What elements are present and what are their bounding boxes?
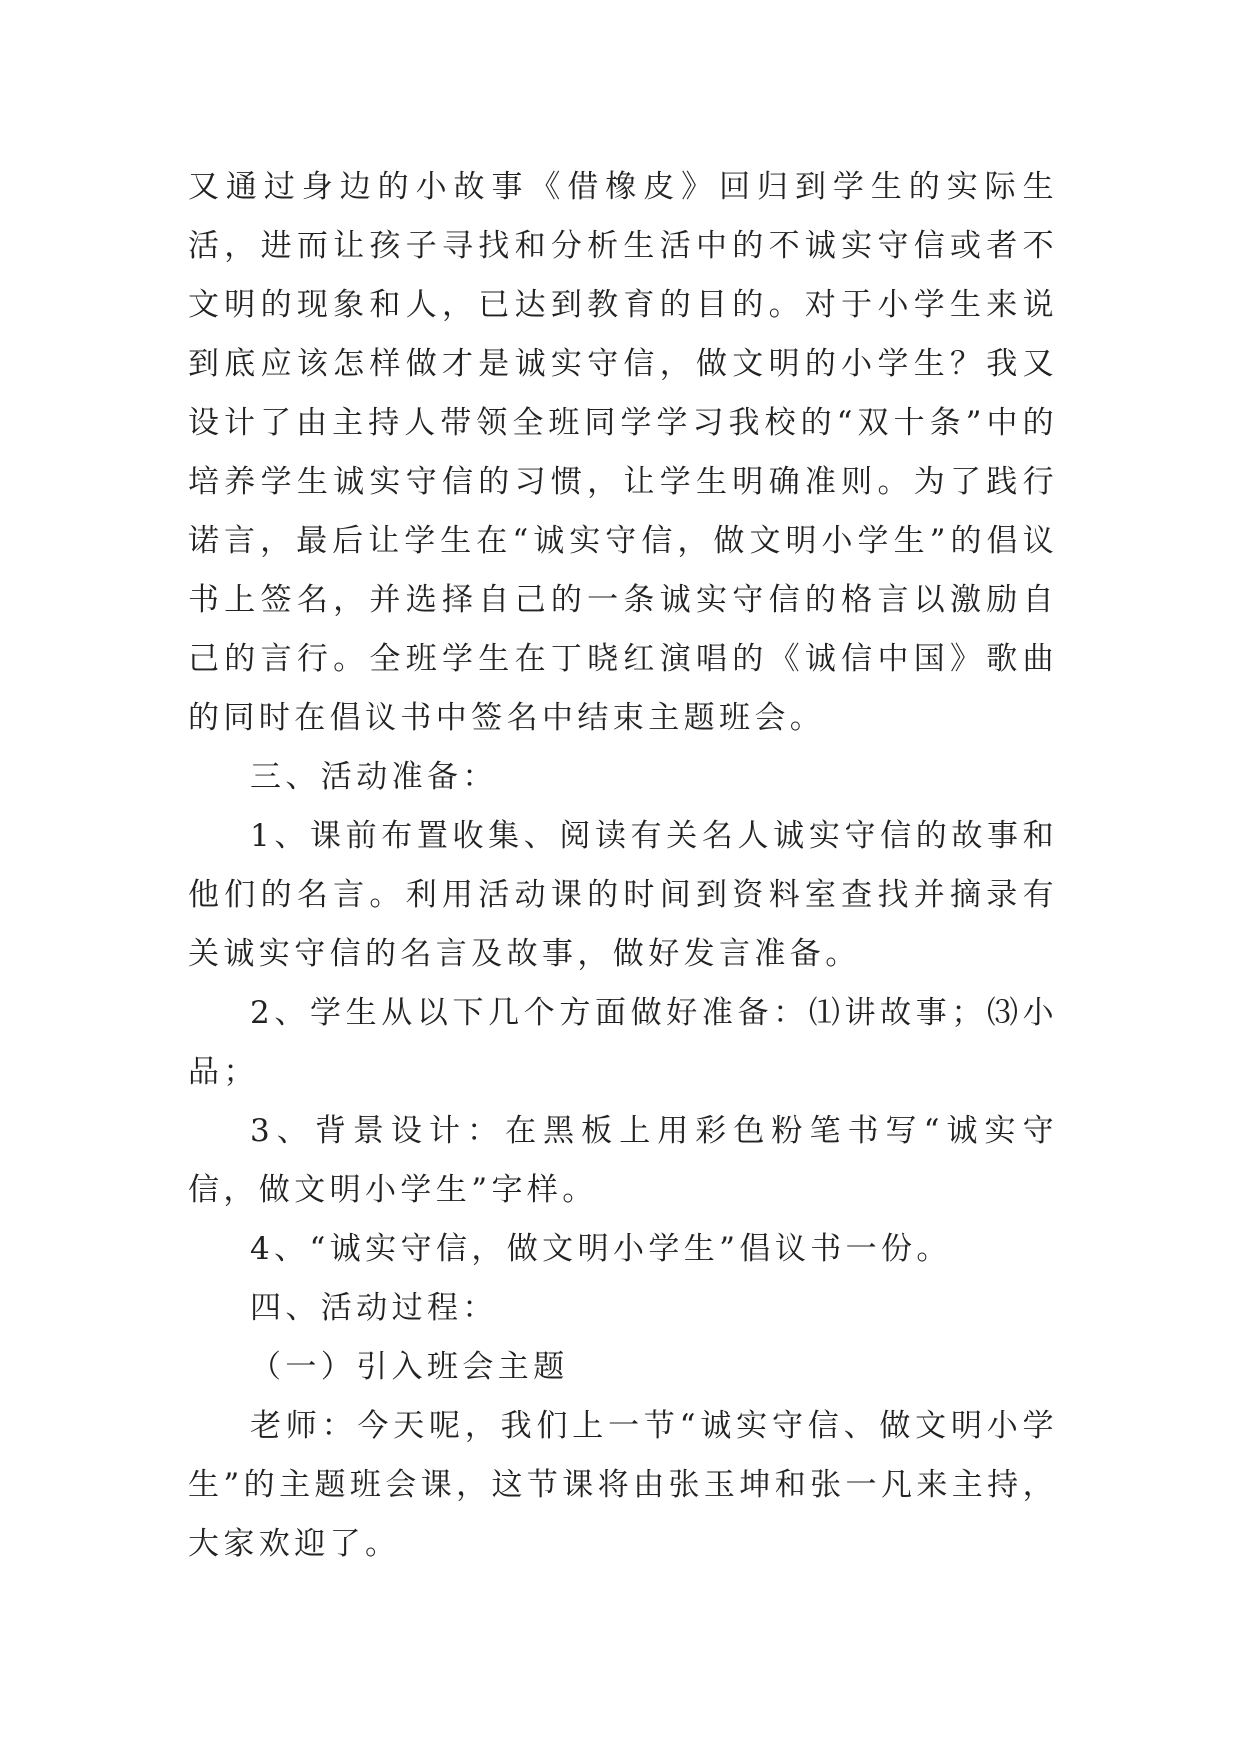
paragraph-teacher-intro: 老师：今天呢，我们上一节“诚实守信、做文明小学生”的主题班会课，这节课将由张玉坤和张一凡来主持，大家欢迎了。 xyxy=(188,1408,1058,1562)
paragraph-preparation-2: 2、学生从以下几个方面做好准备：⑴讲故事；⑶小品； xyxy=(188,995,1058,1090)
section-heading-activity-preparation: 三、活动准备： xyxy=(250,759,498,795)
document-body xyxy=(188,158,1058,1574)
paragraph-preparation-3: 3、背景设计：在黑板上用彩色粉笔书写“诚实守信，做文明小学生”字样。 xyxy=(188,1113,1058,1208)
paragraph-preparation-1: 1、课前布置收集、阅读有关名人诚实守信的故事和他们的名言。利用活动课的时间到资料室查找并摘录有关诚实守信的名言及故事，做好发言准备。 xyxy=(188,818,1058,972)
section-heading-activity-process: 四、活动过程： xyxy=(250,1290,498,1326)
subsection-heading-intro: （一）引入班会主题 xyxy=(250,1349,569,1385)
paragraph-continued: 又通过身边的小故事《借橡皮》回归到学生的实际生活，进而让孩子寻找和分析生活中的不诚实守信或者不文明的现象和人，已达到教育的目的。对于小学生来说到底应该怎样做才是诚实守信，做文明的小学生？我又设计了由主持人带领全班同学学习我校的“双十条”中的培养学生诚实守信的习惯，让学生明确准则。为了践行诺言，最后让学生在“诚实守信，做文明小学生”的倡议书上签名，并选择自己的一条诚实守信的格言以激励自己的言行。全班学生在丁晓红演唱的《诚信中国》歌曲的同时在倡议书中签名中结束主题班会。 xyxy=(188,169,1058,736)
paragraph-preparation-4: 4、“诚实守信，做文明小学生”倡议书一份。 xyxy=(250,1231,952,1267)
